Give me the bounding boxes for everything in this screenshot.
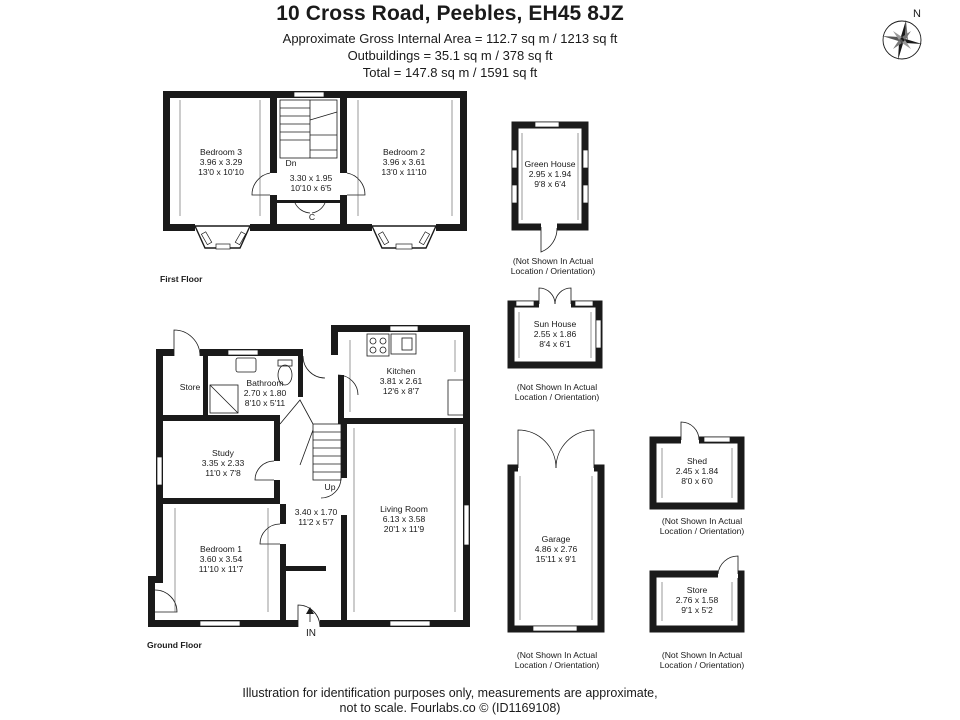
bathroom-label: Bathroom xyxy=(246,378,284,388)
shed-note-line1: (Not Shown In Actual xyxy=(661,516,743,526)
store-note-line2: Location / Orientation) xyxy=(659,660,745,670)
ground-floor-plan xyxy=(148,325,470,627)
bedroom1-imperial: 11'10 x 11'7 xyxy=(198,564,244,574)
bedroom1-metric: 3.60 x 3.54 xyxy=(199,554,243,564)
garage-label: Garage xyxy=(541,534,571,544)
ground-floor-label: Ground Floor xyxy=(147,640,202,650)
total-area-text: Total = 147.8 sq m / 1591 sq ft xyxy=(362,65,538,80)
shed-metric: 2.45 x 1.84 xyxy=(675,466,719,476)
gross-area-text: Approximate Gross Internal Area = 112.7 sq m / 1213 sq ft xyxy=(282,31,618,46)
property-title: 10 Cross Road, Peebles, EH45 8JZ xyxy=(276,2,624,25)
greenhouse-imperial: 9'8 x 6'4 xyxy=(534,179,566,189)
bedroom2-imperial: 13'0 x 11'10 xyxy=(381,167,427,177)
landing-metric: 3.30 x 1.95 xyxy=(289,173,333,183)
store-outbuilding-imperial: 9'1 x 5'2 xyxy=(681,605,713,615)
bedroom3-metric: 3.96 x 3.29 xyxy=(199,157,243,167)
study-imperial: 11'0 x 7'8 xyxy=(205,468,241,478)
bedroom2-metric: 3.96 x 3.61 xyxy=(382,157,426,167)
study-label: Study xyxy=(212,448,234,458)
garage-imperial: 15'11 x 9'1 xyxy=(535,554,577,564)
sunhouse-imperial: 8'4 x 6'1 xyxy=(539,339,571,349)
hall-up-label: Up xyxy=(324,482,336,492)
living-room-label: Living Room xyxy=(380,504,428,514)
sunhouse-note-line1: (Not Shown In Actual xyxy=(516,382,598,392)
living-room-metric: 6.13 x 3.58 xyxy=(382,514,426,524)
greenhouse-note-line2: Location / Orientation) xyxy=(510,266,596,276)
sunhouse-label: Sun House xyxy=(533,319,577,329)
store-small-label: Store xyxy=(179,382,201,392)
hall-imperial: 11'2 x 5'7 xyxy=(298,517,334,527)
bedroom1-label: Bedroom 1 xyxy=(199,544,243,554)
living-room-imperial: 20'1 x 11'9 xyxy=(383,524,425,534)
first-floor-label: First Floor xyxy=(160,274,203,284)
greenhouse-note-line1: (Not Shown In Actual xyxy=(512,256,594,266)
greenhouse-label: Green House xyxy=(524,159,576,169)
garage-note-line2: Location / Orientation) xyxy=(514,660,600,670)
outbuildings-area-text: Outbuildings = 35.1 sq m / 378 sq ft xyxy=(347,48,553,63)
hall-metric: 3.40 x 1.70 xyxy=(294,507,338,517)
sunhouse-metric: 2.55 x 1.86 xyxy=(533,329,577,339)
kitchen-label: Kitchen xyxy=(386,366,416,376)
cupboard-label: C xyxy=(308,212,316,222)
disclaimer-line2: not to scale. Fourlabs.co © (ID1169108) xyxy=(339,701,561,715)
sunhouse-note-line2: Location / Orientation) xyxy=(514,392,600,402)
landing-imperial: 10'10 x 6'5 xyxy=(290,183,332,193)
kitchen-imperial: 12'6 x 8'7 xyxy=(382,386,420,396)
greenhouse-metric: 2.95 x 1.94 xyxy=(528,169,572,179)
bedroom2-label: Bedroom 2 xyxy=(382,147,426,157)
entrance-label: IN xyxy=(306,628,316,639)
garage-plan xyxy=(511,430,601,631)
compass-rose-icon xyxy=(882,20,922,60)
bathroom-imperial: 8'10 x 5'11 xyxy=(244,398,286,408)
bathroom-metric: 2.70 x 1.80 xyxy=(243,388,287,398)
shed-note-line2: Location / Orientation) xyxy=(659,526,745,536)
kitchen-metric: 3.81 x 2.61 xyxy=(379,376,423,386)
garage-note-line1: (Not Shown In Actual xyxy=(516,650,598,660)
store-note-line1: (Not Shown In Actual xyxy=(661,650,743,660)
shed-label: Shed xyxy=(686,456,708,466)
garage-metric: 4.86 x 2.76 xyxy=(534,544,578,554)
store-outbuilding-metric: 2.76 x 1.58 xyxy=(675,595,719,605)
bedroom3-imperial: 13'0 x 10'10 xyxy=(198,167,244,177)
landing-dn-label: Dn xyxy=(285,158,297,168)
store-outbuilding-label: Store xyxy=(686,585,708,595)
disclaimer-line1: Illustration for identification purposes only, measurements are approximate, xyxy=(242,686,658,700)
shed-imperial: 8'0 x 6'0 xyxy=(681,476,713,486)
study-metric: 3.35 x 2.33 xyxy=(201,458,245,468)
compass-north-label: N xyxy=(913,8,921,20)
bedroom3-label: Bedroom 3 xyxy=(199,147,243,157)
